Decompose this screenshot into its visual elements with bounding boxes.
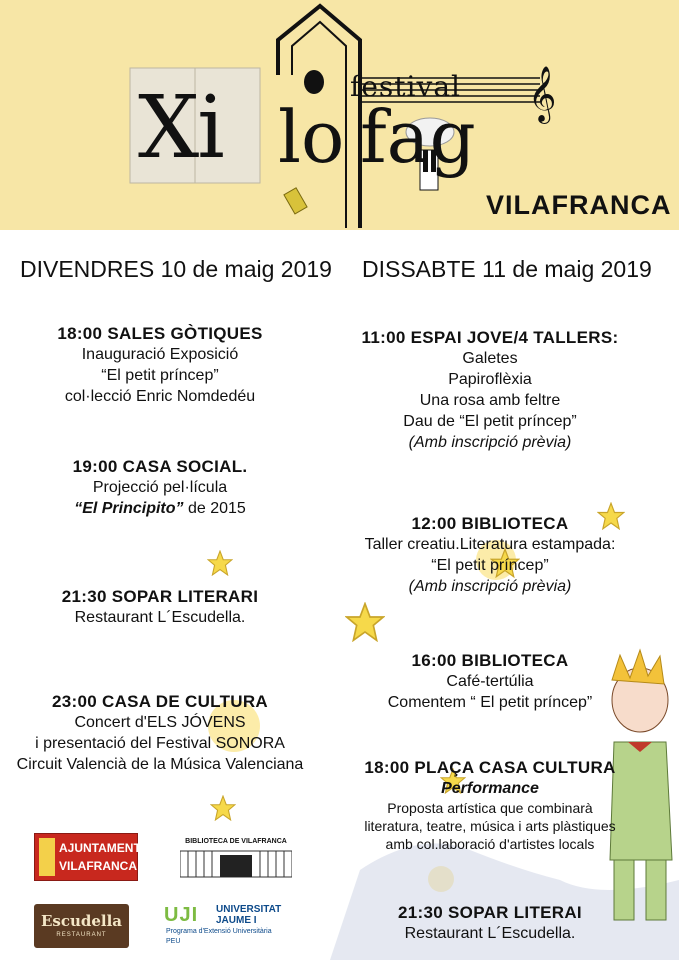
biblioteca-label: BIBLIOTECA DE VILAFRANCA xyxy=(185,838,287,845)
vilafranca-label: VILAFRANCA xyxy=(59,859,137,873)
event-line: literatura, teatre, música i arts plàstiques xyxy=(364,818,616,834)
event-line: “El petit príncep” xyxy=(101,367,219,384)
event-line: Galetes xyxy=(462,350,518,367)
saturday-event xyxy=(330,903,650,944)
saturday-event xyxy=(330,328,650,453)
logo-xi: Xi xyxy=(138,78,223,178)
film-year: de 2015 xyxy=(183,500,246,517)
star-icon xyxy=(345,602,385,642)
uji-name-line1: UNIVERSITAT xyxy=(216,904,282,915)
event-line: Taller creatiu.Literatura estampada: xyxy=(364,536,616,553)
event-time: 12:00 BIBLIOTECA xyxy=(411,514,569,533)
event-time: 21:30 SOPAR LITERARI xyxy=(61,587,259,606)
event-line: “El petit príncep” xyxy=(431,557,549,574)
event-line: col·lecció Enric Nomdedéu xyxy=(64,388,256,405)
event-line: Restaurant L´Escudella. xyxy=(404,925,576,942)
event-line: Papiroflèxia xyxy=(448,371,532,388)
saturday-event xyxy=(330,651,650,713)
event-time: 11:00 ESPAI JOVE/4 TALLERS: xyxy=(361,328,619,347)
event-line: Café-tertúlia xyxy=(446,673,534,690)
logo-festival-word: festival xyxy=(350,70,461,103)
saturday-title: DISSABTE 11 de maig 2019 xyxy=(362,256,652,282)
event-line: Comentem “ El petit príncep” xyxy=(387,694,593,711)
event-line: Proposta artística que combinarà xyxy=(387,800,593,816)
event-line: i presentació del Festival SONORA xyxy=(35,735,285,752)
event-time: 16:00 BIBLIOTECA xyxy=(411,651,569,670)
friday-event xyxy=(0,692,320,775)
event-time: 18:00 SALES GÒTIQUES xyxy=(57,324,263,343)
friday-event xyxy=(0,457,320,519)
logo-lo: lo xyxy=(278,95,345,179)
event-subtitle: Performance xyxy=(441,780,539,797)
event-line: Restaurant L´Escudella. xyxy=(74,609,246,626)
library-building-icon xyxy=(180,845,292,879)
logo-fag: fag xyxy=(360,95,476,179)
escudella-label: Escudella xyxy=(40,912,123,930)
uji-mark: UJI xyxy=(164,904,199,926)
event-line: Inauguració Exposició xyxy=(81,346,239,363)
event-line: Projecció pel·lícula xyxy=(92,479,228,496)
event-line: Una rosa amb feltre xyxy=(419,392,561,409)
event-line: Dau de “El petit príncep” xyxy=(403,413,577,430)
uji-program: Programa d'Extensió Universitària xyxy=(166,928,272,935)
saturday-event xyxy=(330,514,650,597)
event-line: amb col.laboració d'artistes locals xyxy=(385,836,595,852)
film-title: “El Principito” xyxy=(74,500,184,517)
star-icon xyxy=(207,550,233,576)
escudella-sub-label: RESTAURANT xyxy=(56,932,107,938)
event-line: Circuit Valencià de la Música Valenciana xyxy=(16,756,304,773)
event-note: (Amb inscripció prèvia) xyxy=(408,434,572,451)
svg-text:𝄞: 𝄞 xyxy=(528,66,557,122)
escudella-logo xyxy=(34,904,129,948)
event-time: 21:30 SOPAR LITERAI xyxy=(398,903,582,922)
friday-title: DIVENDRES 10 de maig 2019 xyxy=(20,256,332,282)
saturday-event xyxy=(330,758,650,853)
event-time: 19:00 CASA SOCIAL. xyxy=(72,457,248,476)
biblioteca-logo xyxy=(180,838,292,884)
event-note: (Amb inscripció prèvia) xyxy=(408,578,572,595)
uji-peu: PEU xyxy=(166,938,181,945)
uji-name-line2: JAUME I xyxy=(216,915,257,926)
coat-of-arms-icon xyxy=(39,838,55,876)
event-time: 18:00 PLAÇA CASA CULTURA xyxy=(364,758,616,777)
event-time: 23:00 CASA DE CULTURA xyxy=(52,692,268,711)
event-line: Concert d'ELS JÓVENS xyxy=(74,714,246,731)
town-name: VILAFRANCA xyxy=(486,190,672,220)
star-icon xyxy=(210,795,236,821)
friday-event xyxy=(0,324,320,407)
ajuntament-label: AJUNTAMENT xyxy=(59,841,141,855)
ajuntament-logo xyxy=(34,833,141,881)
friday-event xyxy=(0,587,320,628)
uji-logo xyxy=(164,902,294,950)
